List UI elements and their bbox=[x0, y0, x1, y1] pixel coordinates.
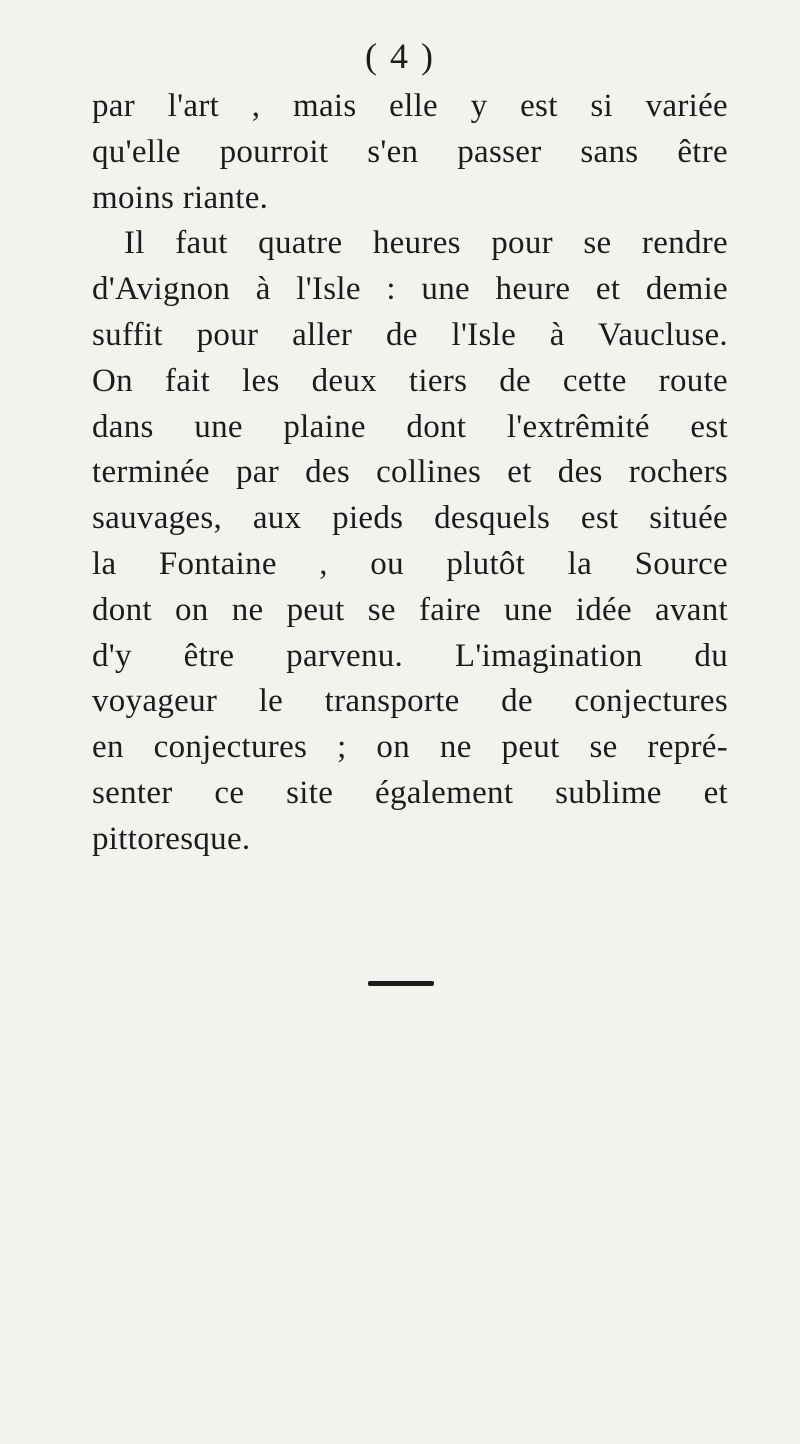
text-line: par l'art , mais elle y est si variée bbox=[92, 88, 728, 124]
text-line: dont on ne peut se faire une idée avant bbox=[92, 591, 728, 628]
text-line: en conjectures ; on ne peut se repré- bbox=[92, 729, 728, 766]
text-line: voyageur le transporte de conjectures bbox=[92, 683, 728, 720]
text-line: suffit pour aller de l'Isle à Vaucluse. bbox=[92, 316, 728, 353]
end-rule bbox=[368, 981, 434, 986]
body-text bbox=[92, 84, 728, 863]
text-line: pittoresque. bbox=[92, 820, 251, 857]
text-line: d'Avignon à l'Isle : une heure et demie bbox=[92, 271, 728, 308]
text-line: On fait les deux tiers de cette route bbox=[92, 362, 728, 399]
text-line: dans une plaine dont l'extrêmité est bbox=[92, 408, 728, 445]
text-line: sauvages, aux pieds desquels est située bbox=[92, 500, 728, 537]
text-line: moins riante. bbox=[92, 179, 269, 216]
text-line: la Fontaine , ou plutôt la Source bbox=[92, 545, 728, 582]
text-line: terminée par des collines et des rochers bbox=[92, 454, 728, 491]
text-line: qu'elle pourroit s'en passer sans être bbox=[92, 133, 728, 170]
text-line: Il faut quatre heures pour se rendre bbox=[124, 225, 728, 262]
page-number: ( 4 ) bbox=[365, 36, 435, 76]
text-line: d'y être parvenu. L'imagination du bbox=[92, 637, 728, 674]
text-line: senter ce site également sublime et bbox=[92, 774, 728, 811]
